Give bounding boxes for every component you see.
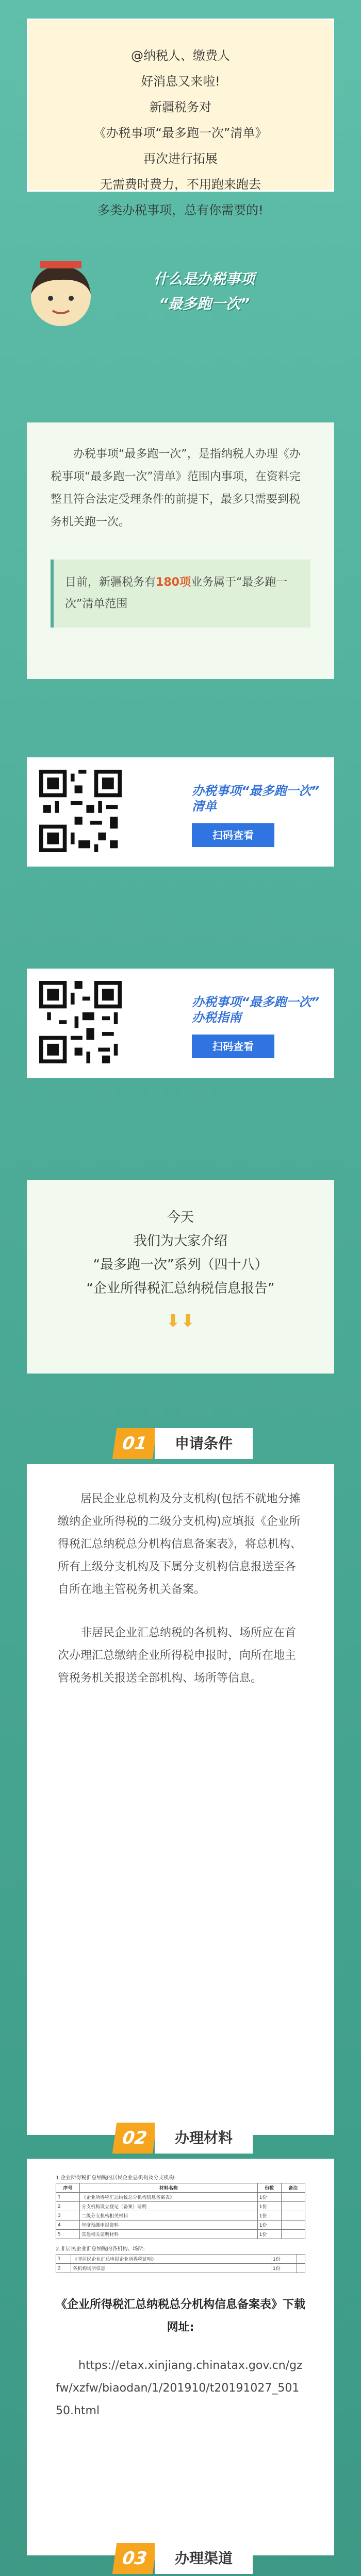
table-caption: 2.非居民企业汇总纳税的各机构、场所: [56,2246,145,2252]
today-line: 我们为大家介绍 [133,1233,227,1249]
materials-table [56,2183,305,2239]
table-row [56,2193,305,2202]
definition-text: 办税事项“最多跑一次”，是指纳税人办理《办税事项“最多跑一次”清单》范围内事项，在资料完整且符合法定受理条件的前提下，最多只需要到税务机关跑一次。 [51,448,301,529]
highlight-pre: 目前，新疆税务有 [65,576,156,589]
table-cell: 1份 [257,2193,281,2202]
section-body [27,2159,334,2555]
table-row [56,2264,305,2273]
qr-code-icon[interactable] [39,770,122,852]
table-cell [281,2230,305,2239]
table-cell: 2 [56,2264,71,2273]
qr-title-line: 办税指南 [192,1010,241,1025]
table-cell: 1份 [257,2221,281,2230]
highlight-post: 业务属于“最多跑一次”清单范围 [65,576,288,611]
condition-paragraph: 非居民企业汇总纳税的各机构、场所应在首次办理汇总缴纳企业所得税申报时，向所在地主管税务机关报送全部机构、场所等信息。 [58,1626,297,1685]
table-cell: 1份 [257,2230,281,2239]
table-row [56,2211,305,2221]
qr-title-line: 办税事项“最多跑一次” [192,995,319,1009]
mascot-eye [69,296,74,301]
qr-code-icon[interactable] [39,981,122,1063]
section-number: 01 [112,1428,157,1459]
question-line: 什么是办税事项 [153,270,255,287]
table-header: 材料名称 [80,2183,258,2193]
section-header [27,1425,334,1464]
section-title: 办理渠道 [155,2543,253,2574]
table-cell: 1份 [257,2211,281,2221]
table-cell: 1 [56,2193,80,2202]
table-cell: 1 [56,2255,71,2264]
download-title: 《企业所得税汇总纳税总分机构信息备案表》下载网址: [56,2298,306,2334]
section-body [27,1464,334,2135]
section-header [27,2540,334,2576]
table-cell [297,2255,305,2264]
table-cell [297,2264,305,2273]
section-channels [27,2540,334,2576]
section-materials [27,2120,334,2555]
qr-card-list[interactable] [27,757,334,867]
table-header: 备注 [281,2183,305,2193]
highlight-box [51,560,310,628]
table-header: 序号 [56,2183,80,2193]
intro-line: 无需费时费力，不用跑来跑去 [100,177,261,192]
scan-view-button[interactable]: 扫码查看 [192,823,274,847]
table-cell [281,2211,305,2221]
mascot-hat [40,261,81,268]
table-cell: 《非居民企业汇总申报企业所得税证明》 [71,2255,271,2264]
table-cell: 年度预缴申报资料 [80,2221,258,2230]
down-arrows-icon: ⬇⬇ [166,1311,195,1331]
section-number: 03 [112,2543,157,2574]
qr-title-line: 清单 [192,799,217,814]
table-cell: 1份 [257,2202,281,2211]
download-link[interactable]: https://etax.xinjiang.chinatax.gov.cn/gzfw/xzfw/biaodan/1/201910/t20191027_50150.html [56,2359,303,2417]
scan-view-button[interactable]: 扫码查看 [192,1035,274,1058]
section-header [27,2120,334,2159]
table-row [56,2221,305,2230]
table-cell: 1份 [271,2264,297,2273]
intro-line: 多类办税事项，总有你需要的! [97,203,264,217]
table-cell: 1份 [271,2255,297,2264]
table-cell: 3 [56,2211,80,2221]
table-cell [281,2202,305,2211]
intro-line: 新疆税务对 [150,100,211,114]
qr-title-line: 办税事项“最多跑一次” [192,784,319,798]
section-conditions [27,1425,334,2135]
table-cell: 其他相关证明材料 [80,2230,258,2239]
table-cell: 4 [56,2221,80,2230]
qr-card-guide[interactable] [27,969,334,1078]
materials-table-2 [56,2254,305,2273]
intro-line: 《办税事项“最多跑一次”清单》 [93,126,268,140]
highlight-number: 180项 [156,576,191,589]
table-cell: 二级分支机构相关材料 [80,2211,258,2221]
today-line: “企业所得税汇总纳税信息报告” [86,1281,275,1296]
table-cell: 2 [56,2202,80,2211]
qr-card-title [192,994,319,1025]
definition-card [27,422,334,679]
table-cell [281,2193,305,2202]
today-line: “最多跑一次”系列（四十八） [93,1257,268,1273]
intro-line: 好消息又来啦! [141,74,220,89]
table-cell: 各机构场所信息 [71,2264,271,2273]
question-title [96,267,313,316]
section-number: 02 [112,2123,157,2154]
intro-line: @纳税人、缴费人 [131,48,230,63]
section-title: 办理材料 [155,2123,253,2154]
table-header: 份数 [257,2183,281,2193]
table-cell [281,2221,305,2230]
today-line: 今天 [167,1210,194,1225]
qr-card-title [192,783,319,814]
table-row [56,2230,305,2239]
intro-line: 再次进行拓展 [143,151,218,166]
table-cell: 《企业所得税汇总纳税总分机构信息备案表》 [80,2193,258,2202]
mascot-eye [48,296,53,301]
mascot-illustration [20,260,102,332]
table-row [56,2202,305,2211]
table-row [56,2255,305,2264]
question-line: “最多跑一次” [158,295,250,312]
table-cell: 分支机构设立登记（备案）证明 [80,2202,258,2211]
table-caption: 1.企业所得税汇总纳税的居民企业总机构及分支机构: [56,2175,176,2181]
section-title: 申请条件 [155,1428,253,1459]
table-header-row [56,2183,305,2193]
condition-paragraph: 居民企业总机构及分支机构(包括不就地分摊缴纳企业所得税的二级分支机构)应填报《企业所得税汇总纳税总分机构信息备案表》，将总机构、所有上级分支机构及下属分支机构信息报送至各自所在地主管税务机关备案。 [58,1493,302,1596]
table-cell: 5 [56,2230,80,2239]
today-card [27,1180,334,1374]
intro-card [27,19,334,217]
